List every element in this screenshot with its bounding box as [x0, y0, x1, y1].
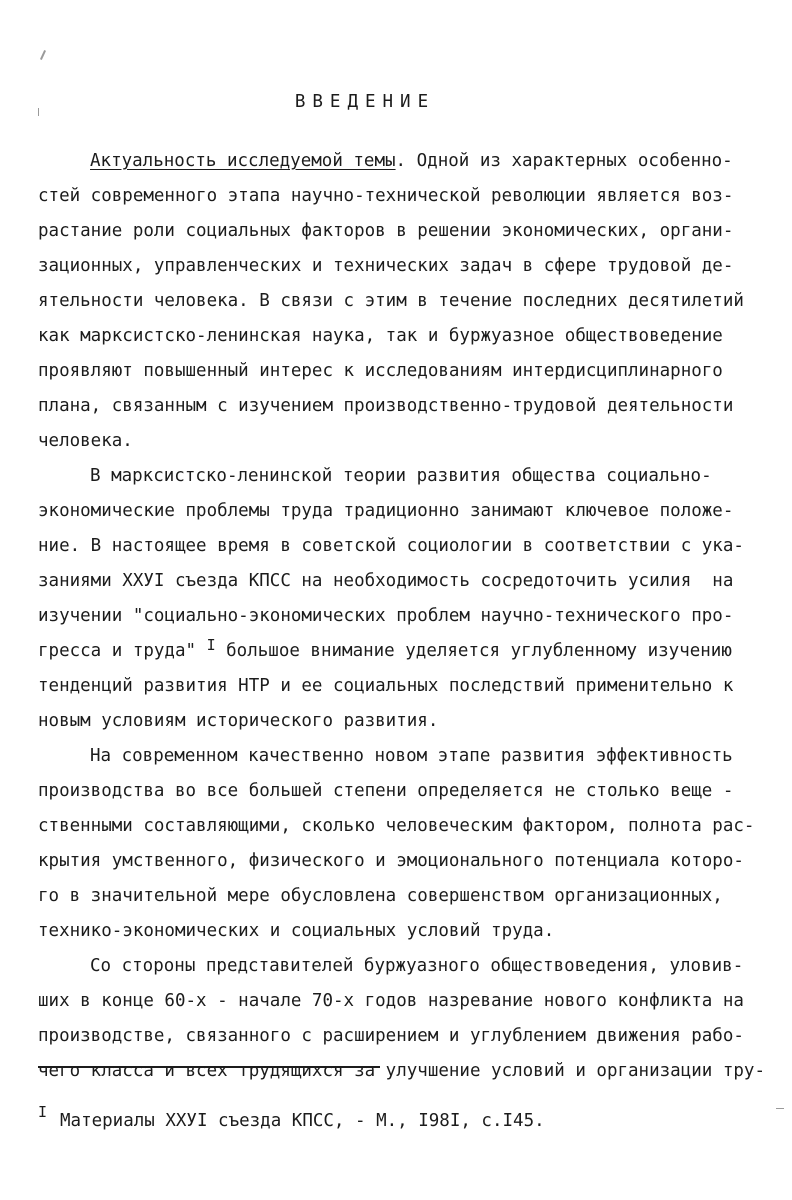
text-line: зационных, управленческих и технических задач в сфере трудовой де- — [38, 256, 734, 276]
text-line: тенденций развития НТР и ее социальных последствий применительно к — [38, 676, 734, 696]
text-line: крытия умственного, физического и эмоционального потенциала которо- — [38, 851, 744, 871]
text-line: Со стороны представителей буржуазного обществоведения, уловив- — [90, 956, 744, 976]
footnote-mark: I — [38, 1103, 48, 1121]
text-line: ние. В настоящее время в советской социологии в соответствии с ука- — [38, 536, 744, 556]
footnote-text: Материалы XXУI съезда КПСС, - М., I98I, с.I45. — [60, 1111, 545, 1131]
text-line: На современном качественно новом этапе развития эффективность — [90, 746, 733, 766]
text-line: стей современного этапа научно-технической революции является воз- — [38, 186, 734, 206]
text-line: плана, связанным с изучением производственно-трудовой деятельности — [38, 396, 734, 416]
scan-speck — [776, 1108, 784, 1109]
scan-speck — [40, 50, 46, 60]
text-line: как марксистско-ленинская наука, так и буржуазное обществоведение — [38, 326, 723, 346]
text-line: В марксистско-ленинской теории развития общества социально- — [90, 466, 712, 486]
text-line: производстве, связанного с расширением и углублением движения рабо- — [38, 1026, 744, 1046]
text-line: проявляют повышенный интерес к исследованиям интердисциплинарного — [38, 361, 723, 381]
text-line: новым условиям исторического развития. — [38, 711, 439, 731]
text-line: ственными составляющими, сколько человеческим фактором, полнота рас- — [38, 816, 755, 836]
text-line: растание роли социальных факторов в решении экономических, органи- — [38, 221, 734, 241]
text-line: экономические проблемы труда традиционно занимают ключевое положе- — [38, 501, 734, 521]
page-title: ВВЕДЕНИЕ — [294, 92, 436, 112]
footnote-reference: I — [206, 636, 216, 654]
text-line: чего класса и всех трудящихся за улучшение условий и организации тру- — [38, 1061, 765, 1081]
lead-heading: Актуальность исследуемой темы — [90, 151, 396, 171]
text-line: человека. — [38, 431, 133, 451]
text-segment: большое внимание уделяется углубленному изучению — [215, 641, 732, 661]
text-segment: гресса и труда" — [38, 641, 207, 661]
text-line: го в значительной мере обусловлена совершенством организационных, — [38, 886, 723, 906]
text-line: заниями XXУI съезда КПСС на необходимость сосредоточить усилия на — [38, 571, 734, 591]
scan-speck — [38, 108, 39, 116]
footnote-separator — [38, 1066, 380, 1068]
text-line: изучении "социально-экономических проблем научно-технического про- — [38, 606, 734, 626]
text-line — [38, 636, 732, 664]
lead-rest: . Одной из характерных особенно- — [395, 151, 733, 171]
text-line: производства во все большей степени определяется не столько веще - — [38, 781, 734, 801]
text-line: ятельности человека. В связи с этим в течение последних десятилетий — [38, 291, 744, 311]
text-line: ших в конце 60-х - начале 70-х годов назревание нового конфликта на — [38, 991, 744, 1011]
text-line: технико-экономических и социальных условий труда. — [38, 921, 555, 941]
text-line — [90, 150, 733, 174]
